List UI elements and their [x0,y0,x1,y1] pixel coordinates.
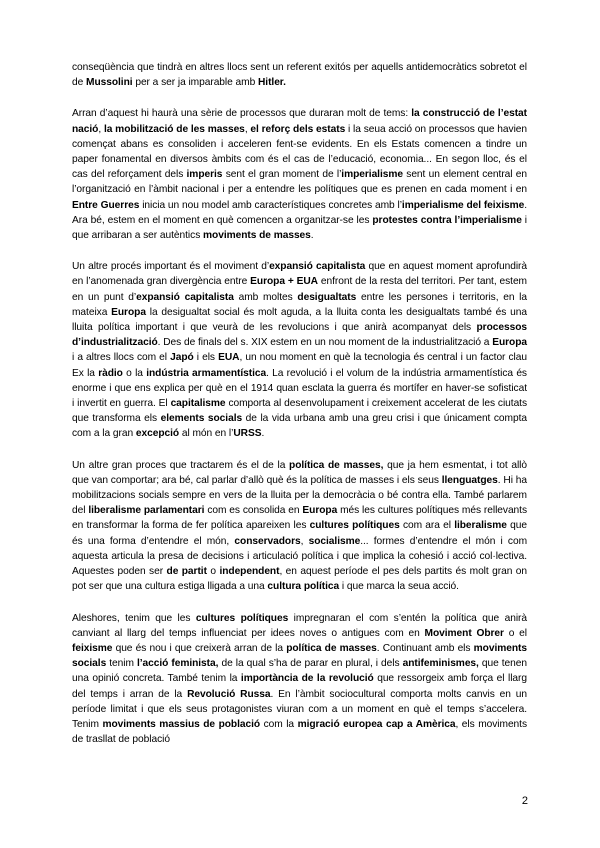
text-run: entre les persones i territoris, en la mateixa [72,291,528,318]
text-run: ... formes d’entendre el món i com aquesta articula la presa de decisions i articulació política i que implica la cohesió i acció col·lectiva. Aquestes poden ser [72,535,528,578]
bold-term: Entre Guerres [72,199,140,211]
bold-term: cultures polítiques [309,520,400,532]
paragraph [72,458,527,595]
text-run: de la qual s’ha de parar en plural, i dels [218,658,403,670]
bold-term: protestes contra l’imperialisme [372,214,522,226]
bold-term: expansió capitalista [269,261,366,273]
bold-term: migració europea cap a Amèrica [297,718,456,730]
paragraph [72,611,527,748]
paragraph [72,259,527,441]
bold-term: la construcció de l’estat nació [72,108,528,135]
bold-term: expansió capitalista [136,291,234,303]
text-run: . La revolució i el volum de la indústria armamentística és enorme i que ens explica per què en el 1914 quan esclata la guerra és mortífer en haver-se sofisticat i invertit en guerra. El [72,367,527,410]
bold-term: feixisme [72,642,113,654]
bold-term: imperialisme [341,169,403,181]
bold-term: Europa [492,337,527,349]
text-run: impregnaran el com s’entén la política que anirà canviant al llarg del temps influenciat per idees noves o antigues com en [72,612,527,639]
bold-term: excepció [135,428,180,440]
bold-term: socialisme [308,535,361,547]
text-run: que en aquest moment aprofundirà en l’anomenada gran divergència entre [72,261,527,288]
bold-term: elements socials [160,413,243,425]
bold-term: antifeminismes, [402,658,479,670]
text-run: , [98,123,104,135]
text-run: . Continuant amb els [376,642,474,654]
text-run: o [206,566,220,578]
text-run: . Hi ha mobilitzacions socials sempre en vers de la lluita per la democràcia o bé contra ella. També parlarem del [72,474,527,517]
text-run: , en aquest període el pes dels partits és molt gran on pot ser que una cultura estiga lligada a una [72,566,527,593]
bold-term: política de masses, [289,459,384,471]
bold-term: la mobilització de les masses [103,123,245,135]
text-run: inicia un nou model amb característiques concretes amb l’ [139,199,402,211]
text-run: com la [260,718,298,730]
text-run: al món en l’ [179,428,234,440]
text-run: i que arribaran a ser autèntics [72,214,527,242]
text-run: o la [122,367,147,379]
bold-term: moviments socials [72,642,527,670]
bold-term: Japó [170,352,194,364]
text-run: com es consolida en [204,505,303,517]
bold-term: Europa + EUA [250,276,318,288]
text-run: . [261,428,265,440]
text-run: i a altres llocs com el [72,352,171,364]
bold-term: de partit [166,566,207,578]
text-run: , [244,123,251,135]
bold-term: Hitler. [257,77,286,89]
text-run: conseqüència que tindrà en altres llocs sent un referent exitós per aquells antidemocràtics sobretot el de [72,62,527,89]
page-number: 2 [521,795,528,807]
text-run: i la seua acció on processos que havien començat abans es consoliden i acceleren fent-se evidents. En els Estats comencen a tindre un paper fonamental en diversos àmbits com és el cas de l’educació, economia... En segon lloc, és el cas del reforçament dels [72,123,528,181]
bold-term: l’acció feminista, [136,658,219,670]
text-run: . Des de finals del s. XIX estem en un nou moment de la industrialització a [157,337,493,349]
text-run: comporta al desenvolupament i creixement accelerat de les ciutats que transforma els [72,398,528,425]
text-run: amb moltes [233,291,298,303]
text-run: que tenen una opinió concreta. També tenim la [72,658,527,685]
bold-term: cultures polítiques [195,612,289,624]
bold-term: ràdio [98,367,123,379]
bold-term: capitalisme [170,398,226,410]
text-run: més les cultures polítiques més rellevants en transformar la forma de fer política apareixen les [72,505,528,532]
text-run: Un altre procés important és el moviment d’ [72,261,270,273]
text-run: de la vida urbana amb una greu crisi i que únicament compta com a la gran [72,413,527,440]
text-run: i els [193,352,219,364]
bold-term: moviments de masses [203,230,311,242]
bold-term: importància de la revolució [240,673,374,685]
bold-term: liberalisme parlamentari [88,505,205,517]
text-run: , [300,535,309,547]
text-run: . En l’àmbit sociocultural comporta molts canvis en un període limitat i que els seus protagonistes viuran com a un moment en què el temps s’accelera. Tenim [72,688,527,730]
bold-term: processos d’industrialització [72,322,527,349]
text-run: Aleshores, tenim que les [72,612,196,624]
paragraph [72,106,527,243]
bold-term: cultura política [267,581,340,593]
text-run: . [310,230,314,242]
text-run: o el [503,627,527,639]
bold-term: imperialisme del feixisme [401,199,525,211]
text-run: que és una forma d’entendre el món, [72,520,527,547]
bold-term: el reforç dels estats [250,123,346,135]
text-run: enfront de la resta del territori. Per tant, estem en un punt d’ [72,276,527,303]
bold-term: indústria armamentística [146,367,267,379]
text-run: sent un element central en l’organització en l’àmbit nacional i per a entendre les polítiques que es prenen en cada moment i en [72,169,527,196]
bold-term: política de masses [286,642,377,654]
bold-term: URSS [233,428,262,440]
document-body [72,60,527,763]
bold-term: liberalisme [454,520,507,532]
text-run: Arran d’aquest hi haurà una sèrie de processos que duraran molt de tems: [72,108,412,120]
paragraph [72,60,527,90]
bold-term: independent [219,566,280,578]
text-run: i que marca la seua acció. [339,581,459,593]
text-run: que ressorgeix amb força el llarg del temps i arran de la [72,673,528,700]
text-run: tenim [106,658,137,670]
text-run: , un nou moment en què la tecnologia és central i un factor clau Ex la [72,352,527,379]
bold-term: Moviment Obrer [424,627,504,639]
text-run: sent el gran moment de l’ [222,169,342,181]
bold-term: conservadors [234,535,301,547]
bold-term: Revolució Russa [187,688,271,700]
bold-term: Europa [302,505,338,517]
text-run: com ara el [399,520,455,532]
bold-term: imperis [186,169,223,181]
bold-term: llenguatges [441,474,498,486]
text-run: , els moviments de trasllat de població [72,718,527,746]
bold-term: EUA [218,352,240,364]
text-run: . Ara bé, estem en el moment en què comencen a organitzar-se les [72,199,527,226]
bold-term: Europa [111,306,146,318]
bold-term: moviments massius de població [102,718,261,730]
text-run: Un altre gran proces que tractarem és el de la [72,459,290,471]
bold-term: desigualtats [297,291,357,303]
bold-term: Mussolini [86,77,133,89]
text-run: que ja hem esmentat, i tot allò que van comportar; ara bé, cal parlar d’allò què és la política de masses i els seus [72,459,528,486]
text-run: per a ser ja imparable amb [132,77,258,89]
text-run: la desigualtat social és molt aguda, a la lluita conta les desigualtats també és una lluita política important i que veurà de les revolucions i que anirà acompanyat dels [72,306,527,334]
text-run: que és nou i que creixerà arran de la [112,642,287,654]
